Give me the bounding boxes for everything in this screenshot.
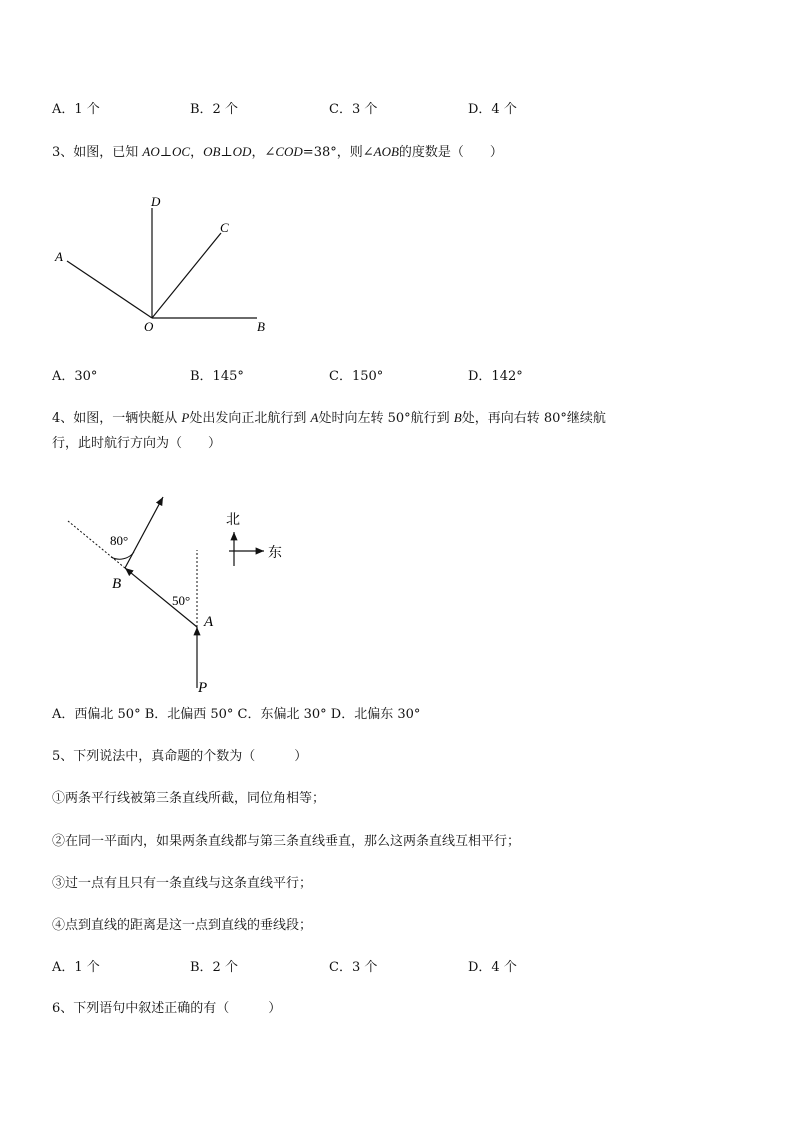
- label-50-degrees: 50°: [172, 593, 191, 608]
- compass-east: 东: [268, 546, 282, 561]
- q4-point-b: B: [453, 410, 462, 425]
- label-p: P: [198, 680, 208, 696]
- label-o: O: [144, 319, 154, 334]
- q4-text-3: 处时向左转 50°航行到: [318, 411, 454, 426]
- q2-option-d: D．4 个: [468, 102, 517, 117]
- q3-angle-sign: ，∠: [251, 145, 276, 160]
- compass-north: 北: [226, 513, 240, 528]
- q5-stem: 5、下列说法中，真命题的个数为（ ）: [52, 749, 308, 764]
- q4-text-2: 处出发向正北航行到: [189, 411, 311, 426]
- q3-stem-text: 如图，已知: [73, 145, 143, 160]
- q3-comma: ，: [190, 145, 204, 160]
- q3-option-a: A．30°: [52, 369, 98, 384]
- q5-option-d: D．4 个: [468, 960, 517, 975]
- label-a: A: [204, 614, 214, 630]
- q5-option-b: B．2 个: [190, 960, 238, 975]
- q3-option-d: D．142°: [468, 369, 523, 384]
- q4-point-a: A: [310, 410, 319, 425]
- q3-option-b: B．145°: [190, 369, 244, 384]
- q5-option-a: A．1 个: [52, 960, 100, 975]
- q3-perp-1: ⊥: [159, 145, 172, 160]
- q4-text-4: 处，再向右转 80°继续航: [461, 411, 606, 426]
- label-b: B: [257, 319, 265, 334]
- q5-option-c: C．3 个: [329, 960, 378, 975]
- q3-number: 3、: [52, 145, 74, 160]
- q4-options: A．西偏北 50° B．北偏西 50° C．东偏北 30° D．北偏东 30°: [52, 707, 421, 722]
- path-from-b: [125, 497, 163, 568]
- q3-angle-cod: COD: [275, 144, 303, 159]
- q4-stem-line2: 行，此时航行方向为（ ）: [52, 436, 222, 451]
- label-c: C: [220, 220, 229, 235]
- q3-option-c: C．150°: [329, 369, 384, 384]
- q5-statement-1: ①两条平行线被第三条直线所截，同位角相等；: [52, 791, 326, 806]
- label-b: B: [112, 576, 122, 592]
- q3-perp-2: ⊥: [220, 145, 233, 160]
- q3-seg-ao: AO: [142, 144, 160, 159]
- q2-option-a: A．1 个: [52, 102, 100, 117]
- q4-text-1: 4、如图，一辆快艇从: [52, 411, 182, 426]
- q3-angle-value: =38°，则∠: [302, 145, 374, 160]
- q3-seg-od: OD: [232, 144, 252, 159]
- q3-seg-oc: OC: [172, 144, 191, 159]
- q2-option-c: C．3 个: [329, 102, 378, 117]
- q5-statement-3: ③过一点有且只有一条直线与这条直线平行；: [52, 876, 313, 891]
- label-a: A: [55, 249, 63, 264]
- label-80-degrees: 80°: [110, 533, 129, 548]
- q2-option-b: B．2 个: [190, 102, 238, 117]
- q6-stem: 6、下列语句中叙述正确的有（ ）: [52, 1001, 282, 1016]
- q5-statement-4: ④点到直线的距离是这一点到直线的垂线段；: [52, 918, 313, 933]
- q3-question: 的度数是（ ）: [398, 145, 503, 160]
- q3-seg-ob: OB: [203, 144, 221, 159]
- q3-angle-aob: AOB: [373, 144, 399, 159]
- label-d: D: [151, 194, 161, 209]
- q4-point-p: P: [181, 410, 190, 425]
- q5-statement-2: ②在同一平面内，如果两条直线都与第三条直线垂直，那么这两条直线互相平行；: [52, 834, 521, 849]
